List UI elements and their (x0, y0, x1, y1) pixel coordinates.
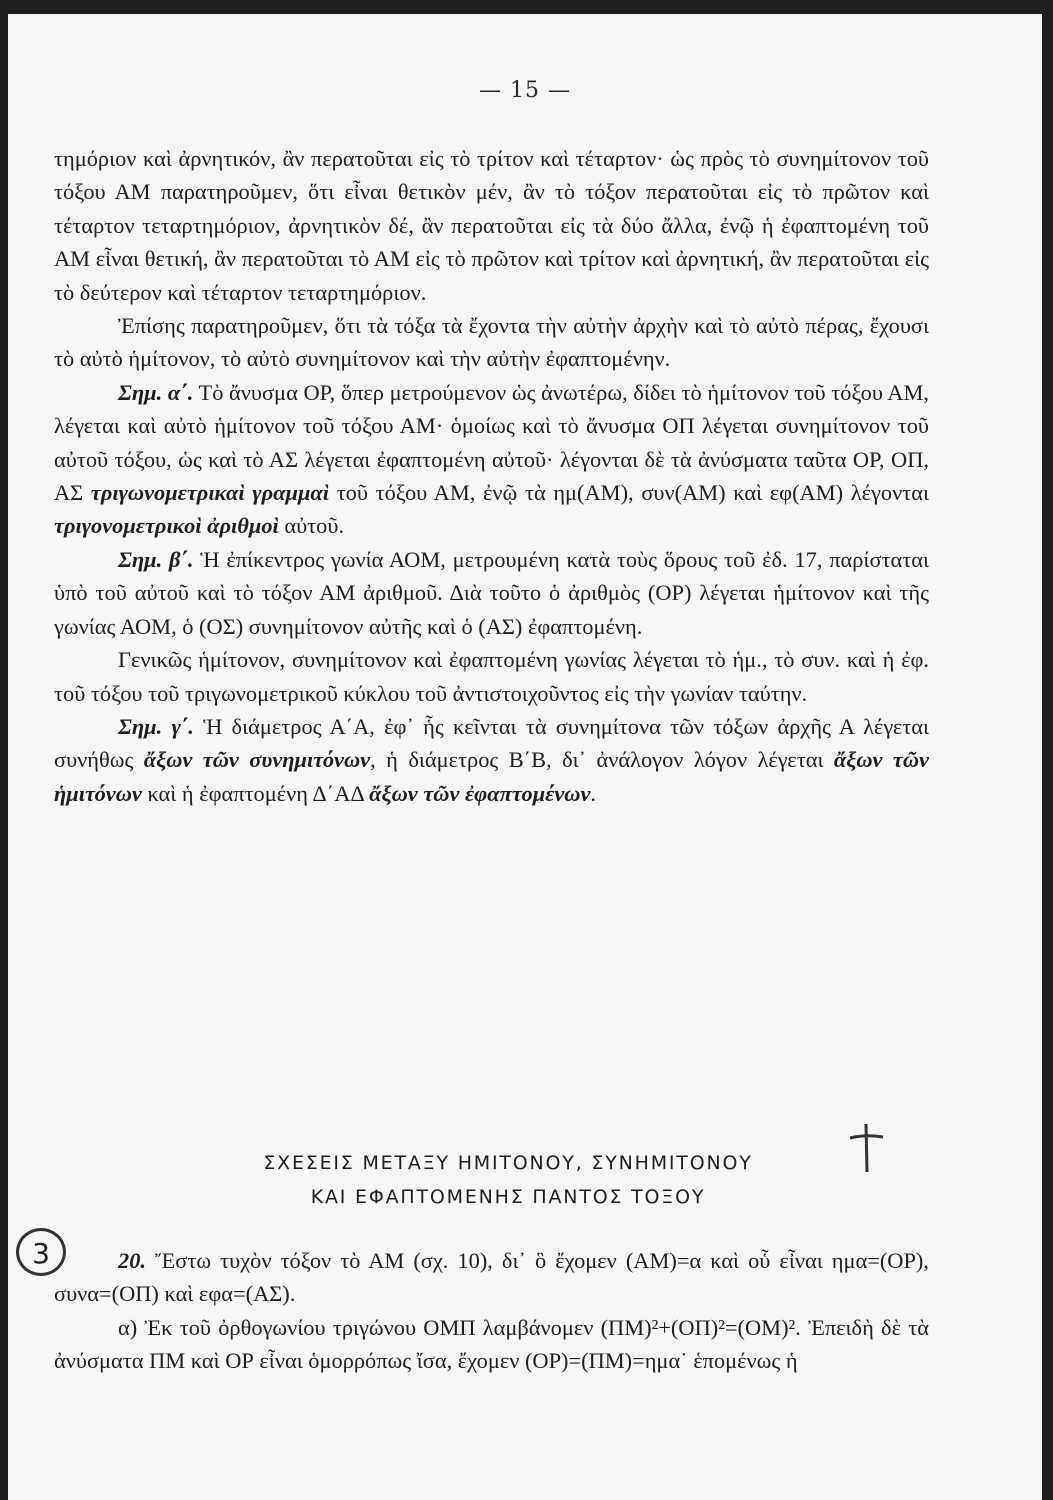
text-run: α) Ἐκ τοῦ ὀρθογωνίου τριγώνου ΟΜΠ λαμβάνομεν (ΠΜ)²+(ΟΠ)²=(ΟΜ)². Ἐπειδὴ δὲ τὰ ἀνύσματα ΠΜ καὶ ΟΡ εἶναι ὁμορρόπως ἴσα, ἔχομεν (ΟΡ)=(ΠΜ)=ημα˙ ἑπομένως ἡ (54, 1314, 929, 1374)
text-run: , ἡ διάμετρος Β΄Β, δι᾽ ἀνάλογον λόγον λέγεται (370, 747, 834, 773)
paragraph (54, 543, 929, 643)
section-heading (138, 1146, 878, 1214)
paragraph (54, 376, 929, 543)
circled-number-text: 3 (32, 1237, 50, 1270)
paragraph (54, 309, 929, 376)
paragraph (54, 142, 929, 309)
emphasized-text: τριγονομετρικοὶ ἀριθμοὶ (54, 513, 279, 539)
paragraph (54, 1244, 929, 1311)
handwritten-cross-mark (846, 1122, 886, 1174)
emphasized-text: 20. (118, 1248, 146, 1273)
text-run: αὐτοῦ. (278, 513, 345, 539)
emphasized-text: ἄξων τῶν ἡμιτόνων (54, 747, 929, 806)
text-run: Ἡ ἐπίκεντρος γωνία ΑΟΜ, μετρουμένη κατὰ τοὺς ὅρους τοῦ ἐδ. 17, παρίσταται ὑπὸ τοῦ αὐτοῦ καὶ τὸ τόξον ΑΜ ἀριθμοῦ. Διὰ τοῦτο ὁ ἀριθμὸς (ΟΡ) λέγεται ἡμίτονον καὶ τῆς γωνίας ΑΟΜ, ὁ (ΟΣ) συνημίτονον αὐτῆς καὶ ὁ (ΑΣ) ἐφαπτομένη. (54, 546, 929, 639)
text-run: τοῦ τόξου ΑΜ, ἐνῷ τὰ ημ(ΑΜ), συν(ΑΜ) καὶ εφ(ΑΜ) λέγονται (329, 480, 929, 506)
text-run: Ἔστω τυχὸν τόξον τὸ ΑΜ (σχ. 10), δι᾽ ὃ ἔχομεν (ΑΜ)=α καὶ οὗ εἶναι ημα=(ΟΡ), συνα=(ΟΠ) καὶ εφα=(ΑΣ). (54, 1248, 929, 1307)
text-run: καὶ ἡ ἐφαπτομένη Δ΄ΑΔ (141, 780, 370, 806)
text-run: Ἡ διάμετρος Α΄Α, ἐφ᾽ ἧς κεῖνται τὰ συνημίτονα τῶν τόξων ἀρχῆς Α λέγεται συνήθως (54, 713, 930, 773)
scanned-page (8, 14, 1042, 1500)
text-run: τημόριον καὶ ἀρνητικόν, ἂν περατοῦται εἰς τὸ τρίτον καὶ τέταρτον· ὡς πρὸς τὸ συνημίτονον τοῦ τόξου ΑΜ παρατηροῦμεν, ὅτι εἶναι θετικὸν μέν, ἂν τὸ τόξον περατοῦται εἰς τὸ πρῶτον καὶ τέταρτον τεταρτημόριον, ἀρνητικὸν δέ, ἂν περατοῦται εἰς τὰ δύο ἄλλα, ἐνῷ ἡ ἐφαπτομένη τοῦ ΑΜ εἶναι θετική, ἂν περατοῦται τὸ ΑΜ εἰς τὸ πρῶτον καὶ τρίτον καὶ ἀρνητική, ἂν περατοῦται εἰς τὸ δεύτερον καὶ τέταρτον τεταρτημόριον. (54, 146, 929, 305)
paragraph (54, 643, 929, 710)
emphasized-text: τριγωνομετρικαὶ γραμμαὶ (90, 480, 329, 506)
section-heading-line-2: ΚΑΙ ΕΦΑΠΤΟΜΕΝΗΣ ΠΑΝΤΟΣ ΤΟΞΟΥ (310, 1186, 706, 1208)
emphasized-text: ἄξων τῶν ἐφαπτομένων (369, 780, 591, 806)
text-run: . (590, 780, 597, 806)
page-number: — 15 — (479, 78, 571, 103)
text-run: Τὸ ἄνυσμα ΟΡ, ὅπερ μετρούμενον ὡς ἀνωτέρω, δίδει τὸ ἡμίτονον τοῦ τόξου ΑΜ, λέγεται καὶ αὐτὸ ἡμίτονον τοῦ τόξου ΑΜ· ὁμοίως καὶ τὸ ἄνυσμα ΟΠ λέγεται συνημίτονον τοῦ αὐτοῦ τόξου, ὡς καὶ τὸ ΑΣ λέγεται ἐφαπτομένη αὐτοῦ· λέγονται δὲ τὰ ἀνύσματα ταῦτα ΟΡ, ΟΠ, ΑΣ (54, 379, 929, 506)
emphasized-text: Σημ. γ΄. (118, 713, 194, 739)
emphasized-text: Σημ. α΄. (118, 379, 194, 405)
paragraph (54, 710, 929, 810)
emphasized-text: Σημ. β΄. (118, 546, 194, 572)
section-heading-line-1: ΣΧΕΣΕΙΣ ΜΕΤΑΞΥ ΗΜΙΤΟΝΟΥ, ΣΥΝΗΜΙΤΟΝΟΥ (263, 1152, 753, 1174)
section-text-block (54, 1244, 929, 1378)
paragraph (54, 1311, 929, 1378)
text-run: Ἐπίσης παρατηροῦμεν, ὅτι τὰ τόξα τὰ ἔχοντα τὴν αὐτὴν ἀρχὴν καὶ τὸ αὐτὸ πέρας, ἔχουσι τὸ αὐτὸ ἡμίτονον, τὸ αὐτὸ συνημίτονον καὶ τὴν αὐτὴν ἐφαπτομένην. (54, 313, 929, 372)
emphasized-text: ἄξων τῶν συνημιτόνων (143, 747, 371, 773)
text-run: Γενικῶς ἡμίτονον, συνημίτονον καὶ ἐφαπτομένη γωνίας λέγεται τὸ ἡμ., τὸ συν. καὶ ἡ ἐφ. τοῦ τόξου τοῦ τριγωνομετρικοῦ κύκλου τοῦ ἀντιστοιχοῦντος εἰς τὴν γωνίαν ταύτην. (54, 647, 929, 706)
main-text-block (54, 142, 929, 810)
